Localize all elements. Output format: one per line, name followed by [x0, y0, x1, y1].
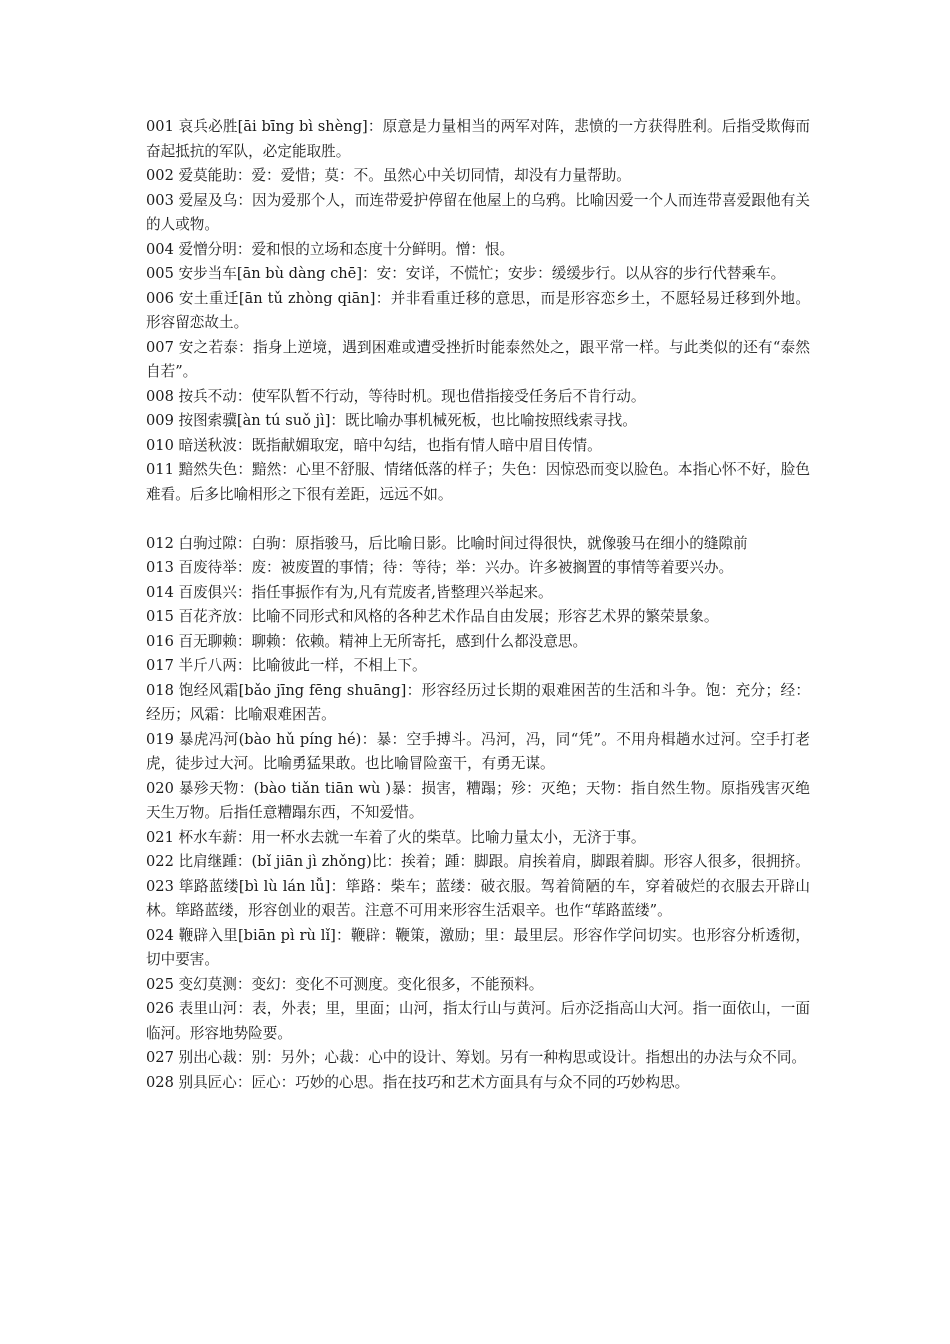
idiom-list — [146, 115, 810, 1095]
idiom-entry-012: 012 白驹过隙：白驹：原指骏马，后比喻日影。比喻时间过得很快，就像骏马在细小的缝隙前 — [146, 534, 748, 552]
idiom-entry-026: 026 表里山河：表，外表；里，里面；山河，指太行山与黄河。后亦泛指高山大河。指一面依山，一面临河。形容地势险要。 — [146, 1000, 810, 1042]
idiom-entry-006: 006 安土重迁[ān tǔ zhòng qiān]：并非看重迁移的意思，而是形容恋乡土，不愿轻易迁移到外地。形容留恋故土。 — [146, 289, 810, 331]
idiom-entry-007: 007 安之若泰：指身上逆境，遇到困难或遭受挫折时能泰然处之，跟平常一样。与此类似的还有“泰然自若”。 — [146, 338, 810, 380]
idiom-entry-020: 020 暴殄天物：(bào tiǎn tiān wù )暴：损害，糟蹋；殄：灭绝；天物：指自然生物。原指残害灭绝天生万物。后指任意糟蹋东西，不知爱惜。 — [146, 779, 810, 821]
idiom-entry-005: 005 安步当车[ān bù dàng chē]：安：安详，不慌忙；安步：缓缓步行。以从容的步行代替乘车。 — [146, 265, 786, 282]
idiom-entry-015: 015 百花齐放：比喻不同形式和风格的各种艺术作品自由发展；形容艺术界的繁荣景象。 — [146, 608, 719, 625]
blank-line — [146, 507, 810, 532]
idiom-entry-027: 027 别出心裁：别：另外；心裁：心中的设计、筹划。另有一种构思或设计。指想出的办法与众不同。 — [146, 1049, 807, 1066]
idiom-entry-008: 008 按兵不动：使军队暂不行动，等待时机。现也借指接受任务后不肯行动。 — [146, 387, 646, 405]
idiom-entry-013: 013 百废待举：废：被废置的事情；待：等待；举：兴办。许多被搁置的事情等着要兴办。 — [146, 559, 734, 576]
idiom-entry-016: 016 百无聊赖：聊赖：依赖。精神上无所寄托，感到什么都没意思。 — [146, 632, 588, 650]
idiom-entry-001: 001 哀兵必胜[āi bīng bì shèng]：原意是力量相当的两军对阵，悲愤的一方获得胜利。后指受欺侮而奋起抵抗的军队，必定能取胜。 — [146, 118, 810, 160]
idiom-entry-025: 025 变幻莫测：变幻：变化不可测度。变化很多，不能预料。 — [146, 975, 544, 993]
idiom-entry-023: 023 筚路蓝缕[bì lù lán lǚ]：筚路：柴车；蓝缕：破衣服。驾着简陋的车，穿着破烂的衣服去开辟山林。筚路蓝缕，形容创业的艰苦。注意不可用来形容生活艰辛。也作“荜路蓝缕”。 — [146, 877, 810, 919]
idiom-entry-018: 018 饱经风霜[bǎo jīng fēng shuāng]：形容经历过长期的艰难困苦的生活和斗争。饱：充分；经：经历；风霜：比喻艰难困苦。 — [146, 681, 810, 723]
idiom-entry-017: 017 半斤八两：比喻彼此一样，不相上下。 — [146, 657, 427, 674]
idiom-entry-024: 024 鞭辟入里[biān pì rù lǐ]：鞭辟：鞭策，激励；里：最里层。形容作学问切实。也形容分析透彻，切中要害。 — [146, 926, 810, 968]
idiom-entry-010: 010 暗送秋波：既指献媚取宠，暗中勾结，也指有情人暗中眉目传情。 — [146, 436, 602, 454]
idiom-entry-003: 003 爱屋及乌：因为爱那个人，而连带爱护停留在他屋上的乌鸦。比喻因爱一个人而连带喜爱跟他有关的人或物。 — [146, 191, 810, 233]
idiom-entry-009: 009 按图索骥[àn tú suǒ jì]：既比喻办事机械死板，也比喻按照线索寻找。 — [146, 412, 637, 429]
idiom-entry-022: 022 比肩继踵：(bǐ jiān jì zhǒng)比：挨着；踵：脚跟。肩挨着肩，脚跟着脚。形容人很多，很拥挤。 — [146, 853, 810, 870]
idiom-entry-019: 019 暴虎冯河(bào hǔ píng hé)：暴：空手搏斗。冯河，冯，同“凭”。不用舟楫趟水过河。空手打老虎，徒步过大河。比喻勇猛果敢。也比喻冒险蛮干，有勇无谋。 — [146, 730, 810, 772]
idiom-entry-028: 028 别具匠心：匠心：巧妙的心思。指在技巧和艺术方面具有与众不同的巧妙构思。 — [146, 1073, 690, 1091]
idiom-entry-002: 002 爱莫能助：爱：爱惜；莫：不。虽然心中关切同情，却没有力量帮助。 — [146, 167, 631, 184]
idiom-entry-021: 021 杯水车薪：用一杯水去就一车着了火的柴草。比喻力量太小，无济于事。 — [146, 828, 646, 846]
idiom-entry-014: 014 百废俱兴：指任事振作有为,凡有荒废者,皆整理兴举起来。 — [146, 583, 553, 601]
idiom-entry-004: 004 爱憎分明：爱和恨的立场和态度十分鲜明。憎：恨。 — [146, 240, 515, 258]
idiom-entry-011: 011 黯然失色：黯然：心里不舒服、情绪低落的样子；失色：因惊恐而变以脸色。本指心怀不好，脸色难看。后多比喻相形之下很有差距，远远不如。 — [146, 461, 810, 503]
